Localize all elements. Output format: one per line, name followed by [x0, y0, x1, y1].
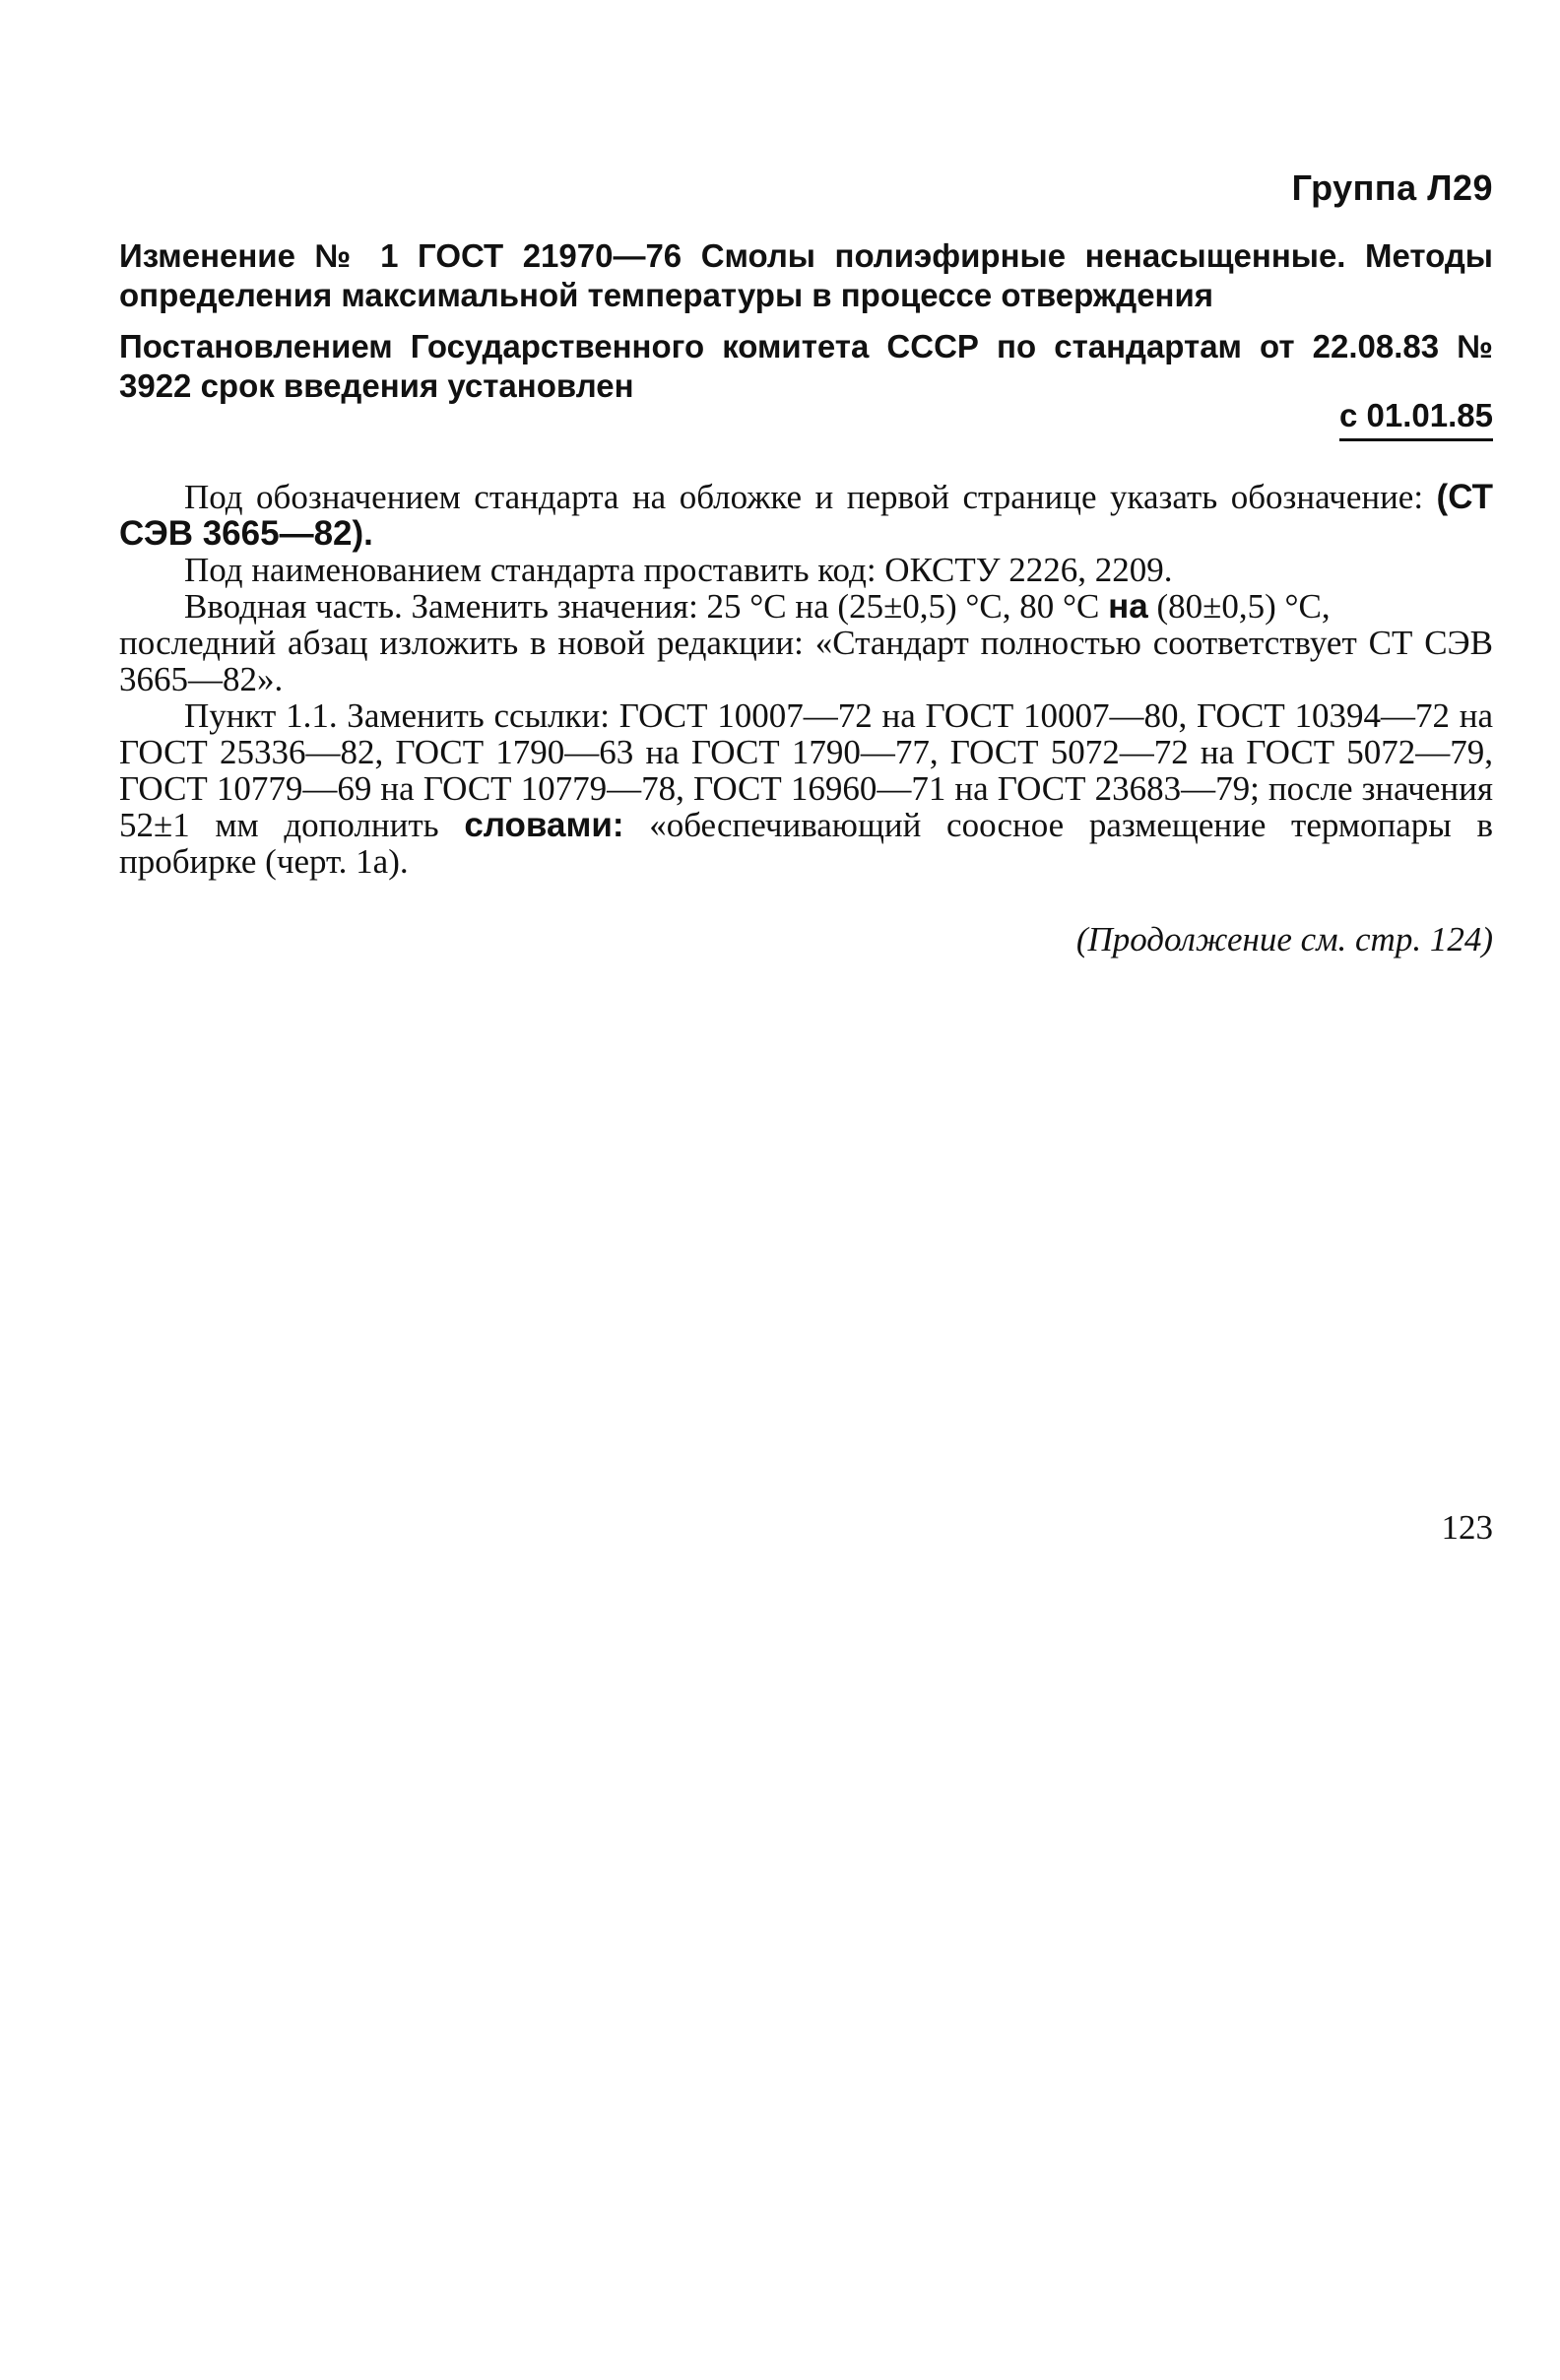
amendment-body [119, 479, 1493, 880]
paragraph-intro-values-a: Вводная часть. Заменить значения: 25 °С на (25±0,5) °С, 80 °С [184, 587, 1109, 626]
group-label: Группа Л29 [1291, 167, 1493, 208]
page-number: 123 [1441, 1508, 1493, 1547]
decree-text: Постановлением Государственного комитета СССР по стандартам от 22.08.83 № 3922 срок введения установлен [119, 328, 1493, 404]
paragraph-clause-1-1 [119, 697, 1493, 880]
paragraph-code: Под наименованием стандарта проставить код: ОКСТУ 2226, 2209. [184, 551, 1173, 589]
paragraph-intro-values [119, 588, 1493, 625]
effective-date: с 01.01.85 [1339, 397, 1493, 441]
paragraph-designation-bold: (СТ СЭВ 3665—82). [119, 478, 1493, 553]
paragraph-clause-1-1-b: «обеспечивающий соосное размещение термопары в пробирке (черт. 1а). [119, 806, 1493, 881]
paragraph-last-abstract: последний абзац изложить в новой редакции: «Стандарт полностью соответствует СТ СЭВ 3665—82». [119, 624, 1493, 698]
paragraph-designation [119, 479, 1493, 552]
paragraph-intro-values-b: (80±0,5) °С, [1147, 587, 1331, 626]
amendment-title: Изменение № 1 ГОСТ 21970—76 Смолы полиэфирные ненасыщенные. Методы определения максимальной температуры в процессе отверждения [119, 237, 1493, 313]
paragraph-clause-1-1-bold: словами: [464, 806, 624, 844]
paragraph-designation-text: Под обозначением стандарта на обложке и первой странице указать обозначение: [184, 478, 1437, 516]
paragraph-clause-1-1-a: Пункт 1.1. Заменить ссылки: ГОСТ 10007—72 на ГОСТ 10007—80, ГОСТ 10394—72 на ГОСТ 25336—82, ГОСТ 1790—63 на ГОСТ 1790—77, ГОСТ 5072—72 на ГОСТ 5072—79, ГОСТ 10779—69 на ГОСТ 10779—78, ГОСТ 16960—71 на ГОСТ 23683—79; после значения 52±1 мм дополнить [119, 696, 1493, 844]
paragraph-intro-values-bold: на [1108, 587, 1148, 626]
continued-note: (Продолжение см. стр. 124) [1075, 920, 1493, 959]
